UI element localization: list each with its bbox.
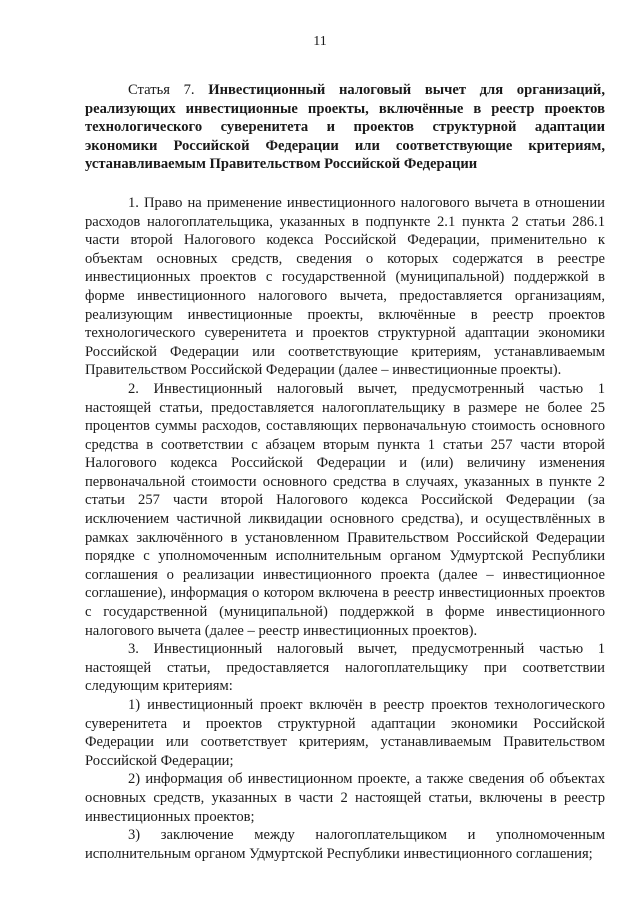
article-number: Статья 7. [128, 82, 195, 98]
article-title: Инвестиционный налоговый вычет для организаций, реализующих инвестиционные проекты, включённые в реестр проектов технологического суверенитета и проектов структурной адаптации экономики Российской Федерации или соответствующие критериям, устанавливаемым Правительством Российской Федерации [85, 82, 605, 173]
paragraph-1: 1. Право на применение инвестиционного налогового вычета в отношении расходов налогоплательщика, указанных в подпункте 2.1 пункта 2 статьи 286.1 части второй Налогового кодекса Российской Федерации, применительно к объектам основных средств, сведения о которых содержатся в реестре инвестиционных проектов с государственной (муниципальной) поддержкой в форме инвестиционного налогового вычета, предоставляется организациям, реализующим инвестиционные проекты, включённые в реестр проектов технологического суверенитета и проектов структурной адаптации экономики Российской Федерации или соответствующие критериям, устанавливаемым Правительством Российской Федерации (далее – инвестиционные проекты). [85, 194, 605, 379]
page-number: 11 [313, 34, 327, 49]
list-item-3: 3) заключение между налогоплательщиком и уполномоченным исполнительным органом Удмуртской Республики инвестиционного соглашения; [85, 827, 605, 862]
document-body [85, 81, 605, 863]
list-item-2: 2) информация об инвестиционном проекте, а также сведения об объектах основных средств, указанных в части 2 настоящей статьи, включены в реестр инвестиционных проектов; [85, 771, 605, 825]
list-item-1: 1) инвестиционный проект включён в реестр проектов технологического суверенитета и проектов структурной адаптации экономики Российской Федерации или соответствует критериям, устанавливаемым Правительством Российской Федерации; [85, 697, 605, 769]
paragraph-3: 3. Инвестиционный налоговый вычет, предусмотренный частью 1 настоящей статьи, предоставляется налогоплательщику при соответствии следующим критериям: [85, 641, 605, 695]
article-heading [85, 81, 605, 174]
paragraph-2: 2. Инвестиционный налоговый вычет, предусмотренный частью 1 настоящей статьи, предоставляется налогоплательщику в размере не более 25 процентов суммы расходов, составляющих первоначальную стоимость основного средства в соответствии с абзацем вторым пункта 1 статьи 257 части второй Налогового кодекса Российской Федерации и (или) величину изменения первоначальной стоимости основного средства в случаях, указанных в пункте 2 статьи 257 части второй Налогового кодекса Российской Федерации (за исключением частичной ликвидации основного средства), и осуществлённых в рамках заключённого в установленном Правительством Российской Федерации порядке с уполномоченным исполнительным органом Удмуртской Республики соглашения о реализации инвестиционного проекта (далее – инвестиционное соглашение), информация о котором включена в реестр инвестиционных проектов с государственной (муниципальной) поддержкой в форме инвестиционного налогового вычета (далее – реестр инвестиционных проектов). [85, 380, 605, 639]
